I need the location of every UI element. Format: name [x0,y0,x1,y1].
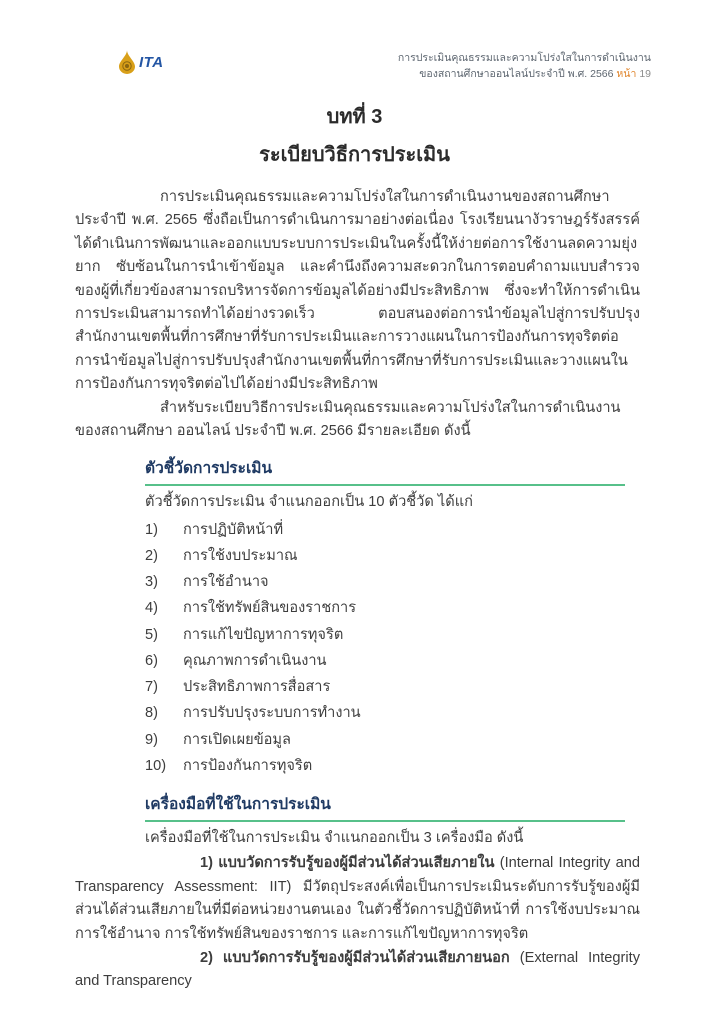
tool-2-paragraph [75,947,640,994]
chapter-number: บทที่ 3 [326,106,383,128]
list-item: 4) การใช้ทรัพย์สินของราชการ [145,600,357,617]
chapter-title: ระเบียบวิธีการประเมิน [259,144,450,166]
ita-logo [118,50,164,74]
tool-1-title: 1) แบบวัดการรับรู้ของผู้มีส่วนได้ส่วนเสียภายใน [200,855,495,872]
list-item: 2) การใช้งบประมาณ [145,548,298,565]
list-item: 5) การแก้ไขปัญหาการทุจริต [145,626,344,643]
ita-logo-text: ITA [139,53,164,71]
ita-drop-icon [118,50,136,74]
indicator-list [145,517,640,779]
indicators-intro: ตัวชี้วัดการประเมิน จำแนกออกเป็น 10 ตัวชี้วัด ได้แก่ [145,494,473,511]
list-item: 10) การป้องกันการทุจริต [145,757,313,774]
section-divider-line [145,820,625,822]
list-item: 1) การปฏิบัติหน้าที่ [145,521,284,538]
list-item: 6) คุณภาพการดำเนินงาน [145,652,327,669]
list-item: 8) การปรับปรุงระบบการทำงาน [145,705,361,722]
tool-2-description: (External Integrity and Transparency [75,949,640,990]
list-item: 3) การใช้อำนาจ [145,574,269,591]
section-divider-line [145,484,625,486]
tool-1-paragraph [75,852,640,946]
list-item: 7) ประสิทธิภาพการสื่อสาร [145,679,331,696]
intro-paragraph-2: สำหรับระเบียบวิธีการประเมินคุณธรรมและความโปร่งใสในการดำเนินงานของสถานศึกษา ออนไลน์ ประจำปี พ.ศ. 2566 มีรายละเอียด ดังนี้ [75,399,621,440]
document-body [75,186,640,1024]
list-item: 9) การเปิดเผยข้อมูล [145,731,291,748]
page-header [118,50,651,82]
section-heading-indicators: ตัวชี้วัดการประเมิน [145,460,273,478]
tool-1-description: (Internal Integrity and Transparency Assessment: IIT) มีวัตถุประสงค์เพื่อเป็นการประเมินระดับการรับรู้ของผู้มีส่วนได้ส่วนเสียภายในที่มีต่อหน่วยงานตนเอง ในตัวชี้วัดการปฏิบัติหน้าที่ การใช้งบประมาณ การใช้อำนาจ การใช้ทรัพย์สินของราชการ และการแก้ไขปัญหาการทุจริต [75,855,641,942]
tool-2-title: 2) แบบวัดการรับรู้ของผู้มีส่วนได้ส่วนเสียภายนอก [200,949,510,966]
running-head-line2: ของสถานศึกษาออนไลน์ประจำปี พ.ศ. 2566 หน้า 19 [419,68,651,80]
intro-paragraph-1: การประเมินคุณธรรมและความโปร่งใสในการดำเนินงานของสถานศึกษา ประจำปี พ.ศ. 2565 ซึ่งถือเป็นการดำเนินการมาอย่างต่อเนื่อง โรงเรียนนางัวราษฎร์รังสรรค์ ได้ดำเนินการพัฒนาและออกแบบระบบการประเมินในครั้งนี้ให้ง่ายต่อการใช้งานลดความยุ่งยาก ซับซ้อนในการนำเข้าข้อมูล และคำนึงถึงความสะดวกในการตอบคำถามแบบสำรวจของผู้ที่เกี่ยวข้องสามารถบริหารจัดการข้อมูลได้อย่างมีประสิทธิภาพ ซึ่งจะทำให้การดำเนินการประเมินสามารถทำได้อย่างรวดเร็ว ตอบสนองต่อการนำข้อมูลไปสู่การปรับปรุงสำนักงานเขตพื้นที่การศึกษาที่รับการประเมินและการวางแผนในการป้องกันการทุจริตต่อการนำข้อมูลไปสู่การปรับปรุงสำนักงานเขตพื้นที่การศึกษาที่รับการประเมินและวางแผนในการป้องกันการทุจริตต่อไปได้อย่างมีประสิทธิภาพ [75,189,640,393]
running-head [398,50,651,82]
tools-intro: เครื่องมือที่ใช้ในการประเมิน จำแนกออกเป็น 3 เครื่องมือ ดังนี้ [145,829,524,846]
page-number: 19 [639,68,651,80]
running-head-line1: การประเมินคุณธรรมและความโปร่งใสในการดำเนินงาน [397,52,651,64]
section-heading-tools: เครื่องมือที่ใช้ในการประเมิน [145,795,331,813]
chapter-title-block [0,102,709,170]
page-label: หน้า [616,68,637,80]
